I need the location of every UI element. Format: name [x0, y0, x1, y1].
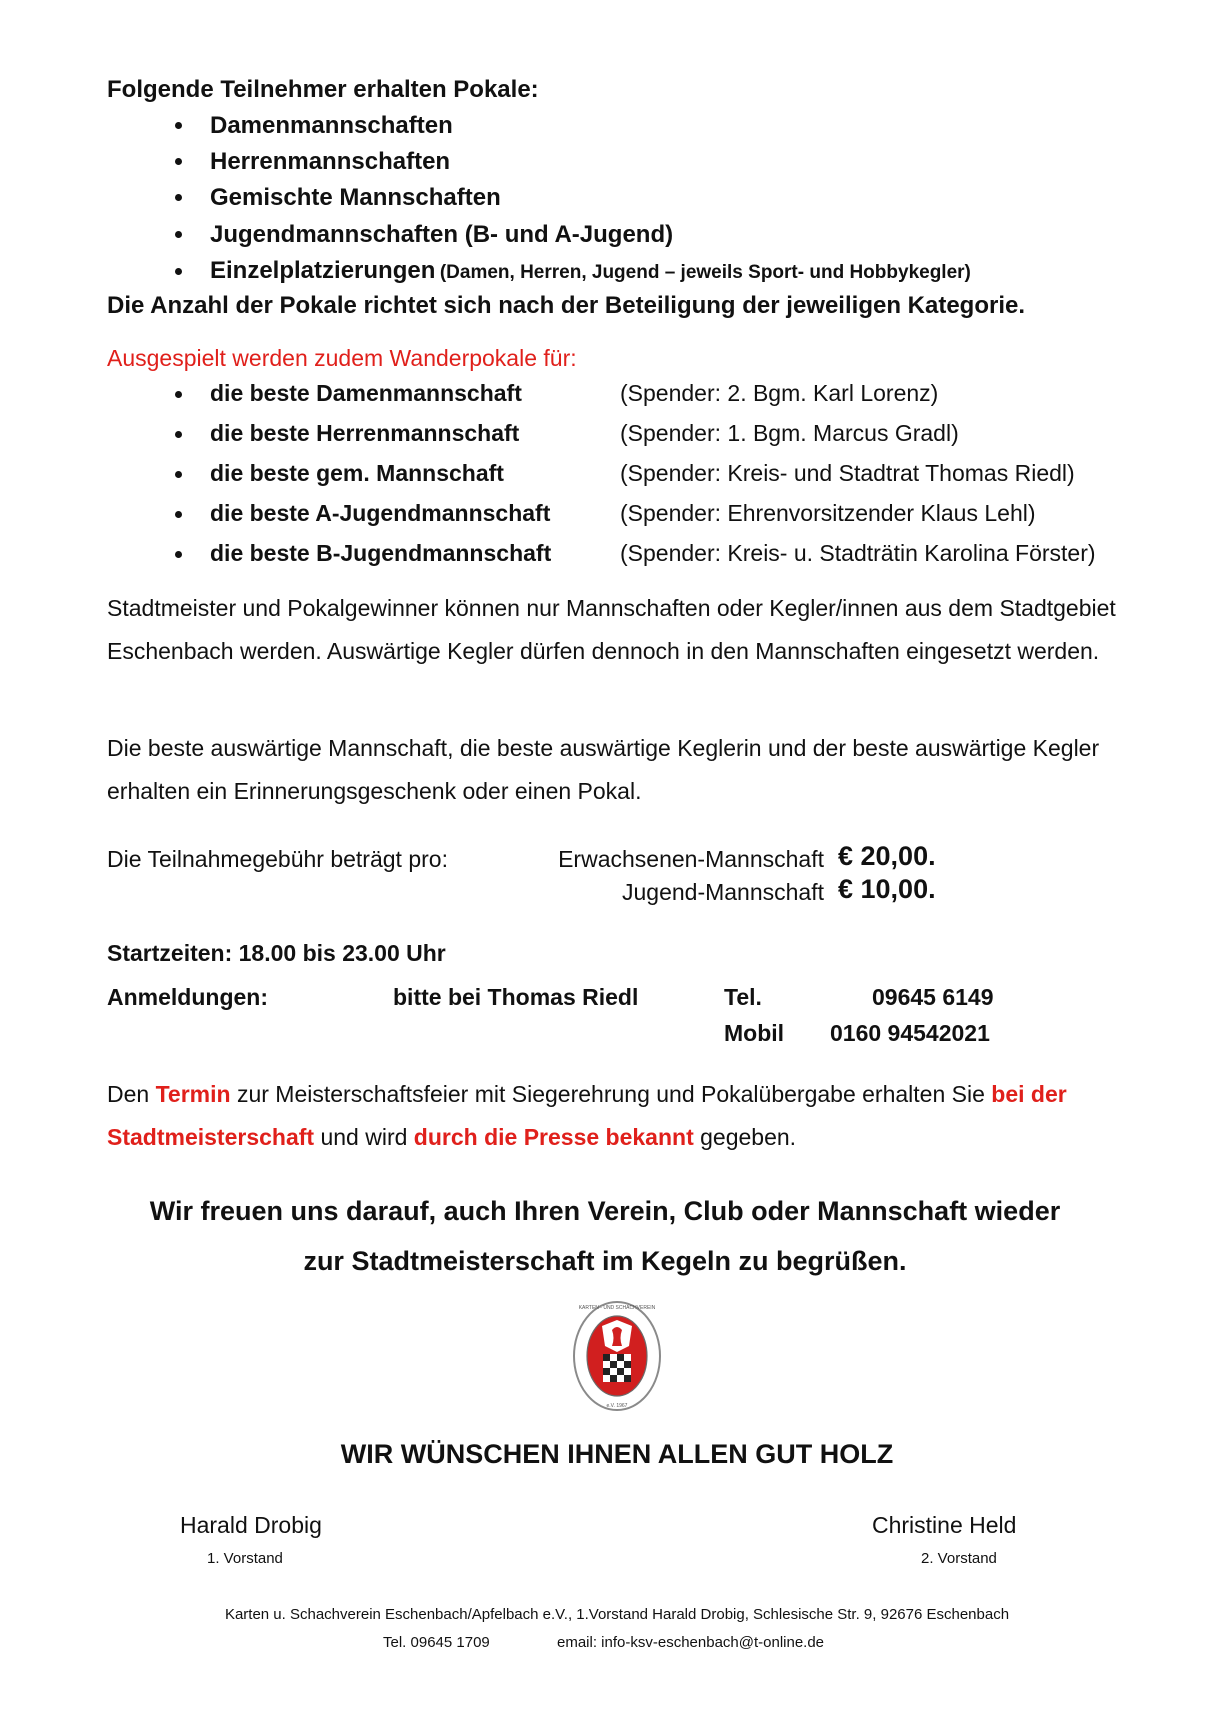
list-item-note: (Damen, Herren, Jugend – jeweils Sport- und Hobbykegler): [439, 262, 971, 283]
wander-category: die beste gem. Mannschaft: [210, 460, 504, 486]
ceremony-highlight: durch die Presse bekannt: [413, 1124, 694, 1150]
wander-category: die beste A-Jugendmannschaft: [210, 500, 551, 526]
list-item: Damenmannschaften: [210, 112, 453, 139]
fees-adult-amount: € 20,00.: [838, 841, 936, 871]
bullet-icon: [175, 391, 182, 398]
signature-role: 1. Vorstand: [207, 1550, 283, 1567]
signature-name: Christine Held: [872, 1512, 1017, 1538]
fees-label: Die Teilnahmegebühr beträgt pro:: [107, 846, 448, 872]
footer-address: Karten u. Schachverein Eschenbach/Apfelbach e.V., 1.Vorstand Harald Drobig, Schlesische Str. 9, 92676 Eschenbach: [224, 1606, 1010, 1623]
list-item: Gemischte Mannschaften: [210, 184, 501, 211]
good-wishes: WIR WÜNSCHEN IHNEN ALLEN GUT HOLZ: [340, 1439, 894, 1469]
paragraph-eligibility: [107, 587, 1117, 673]
invite-line-2: zur Stadtmeisterschaft im Kegeln zu begrüßen.: [303, 1246, 907, 1276]
paragraph-text: Die beste auswärtige Mannschaft, die beste auswärtige Keglerin und der beste auswärtige Kegler erhalten ein Erinnerungsgeschenk oder einen Pokal.: [107, 735, 1100, 804]
bullet-icon: [175, 194, 182, 201]
logo-lettering: KARTEN - UND SCHACHVEREIN: [578, 1305, 656, 1311]
mobile-label: Mobil: [724, 1020, 785, 1046]
invite-line-1: Wir freuen uns darauf, auch Ihren Verein, Club oder Mannschaft wieder: [149, 1196, 1061, 1226]
ceremony-text: gegeben.: [693, 1124, 797, 1150]
list-item-label: Einzelplatzierungen: [210, 257, 436, 284]
ceremony-text: Den: [107, 1081, 156, 1107]
wander-sponsor: (Spender: Kreis- u. Stadträtin Karolina Förster): [620, 540, 1096, 566]
wander-category: die beste Herrenmannschaft: [210, 420, 520, 446]
fees-youth-label: Jugend-Mannschaft: [621, 879, 824, 905]
ceremony-paragraph: [107, 1073, 1117, 1159]
paragraph-external: [107, 727, 1117, 813]
bullet-icon: [175, 122, 182, 129]
bullet-icon: [175, 431, 182, 438]
mobile-number: 0160 94542021: [830, 1020, 990, 1046]
tel-number: 09645 6149: [872, 984, 994, 1010]
bullet-icon: [175, 268, 182, 275]
bullet-icon: [175, 511, 182, 518]
list-item: Herrenmannschaften: [210, 148, 451, 175]
wander-category: die beste B-Jugendmannschaft: [210, 540, 552, 566]
fees-adult-label: Erwachsenen-Mannschaft: [558, 846, 824, 872]
tel-label: Tel.: [724, 984, 762, 1010]
signature-role: 2. Vorstand: [921, 1550, 997, 1567]
club-logo-emblem-icon: [572, 1300, 662, 1412]
wander-sponsor: (Spender: Ehrenvorsitzender Klaus Lehl): [620, 500, 1036, 526]
bullet-icon: [175, 551, 182, 558]
bullet-icon: [175, 231, 182, 238]
paragraph-text: Stadtmeister und Pokalgewinner können nur Mannschaften oder Kegler/innen aus dem Stadtgebiet Eschenbach werden. Auswärtige Kegler dürfen dennoch in den Mannschaften eingesetzt werden.: [107, 595, 1116, 664]
registration-contact: bitte bei Thomas Riedl: [393, 984, 639, 1010]
logo-lettering: e.V. 1967: [606, 1403, 628, 1409]
ceremony-highlight: bei der Stadtmeisterschaft: [107, 1081, 1067, 1150]
bullet-icon: [175, 158, 182, 165]
footer-tel: Tel. 09645 1709: [383, 1634, 490, 1651]
wander-heading: Ausgespielt werden zudem Wanderpokale für:: [107, 345, 577, 371]
wander-sponsor: (Spender: 1. Bgm. Marcus Gradl): [620, 420, 959, 446]
wander-sponsor: (Spender: Kreis- und Stadtrat Thomas Riedl): [620, 460, 1075, 486]
ceremony-text: zur Meisterschaftsfeier mit Siegerehrung und Pokalübergabe erhalten Sie: [230, 1081, 992, 1107]
wander-sponsor: (Spender: 2. Bgm. Karl Lorenz): [620, 380, 939, 406]
club-logo: [572, 1300, 662, 1412]
start-times: Startzeiten: 18.00 bis 23.00 Uhr: [107, 940, 446, 966]
ceremony-text: und wird: [314, 1124, 414, 1150]
trophies-footer: Die Anzahl der Pokale richtet sich nach der Beteiligung der jeweiligen Kategorie.: [107, 292, 1026, 319]
registration-label: Anmeldungen:: [107, 984, 268, 1010]
list-item: Jugendmannschaften (B- und A-Jugend): [210, 221, 674, 248]
ceremony-highlight: Termin: [155, 1081, 231, 1107]
trophies-heading: Folgende Teilnehmer erhalten Pokale:: [107, 76, 539, 103]
bullet-icon: [175, 471, 182, 478]
wander-category: die beste Damenmannschaft: [210, 380, 522, 406]
footer-email[interactable]: email: info-ksv-eschenbach@t-online.de: [557, 1634, 825, 1651]
fees-youth-amount: € 10,00.: [838, 874, 936, 904]
list-item: [210, 257, 971, 285]
signature-name: Harald Drobig: [180, 1512, 322, 1538]
